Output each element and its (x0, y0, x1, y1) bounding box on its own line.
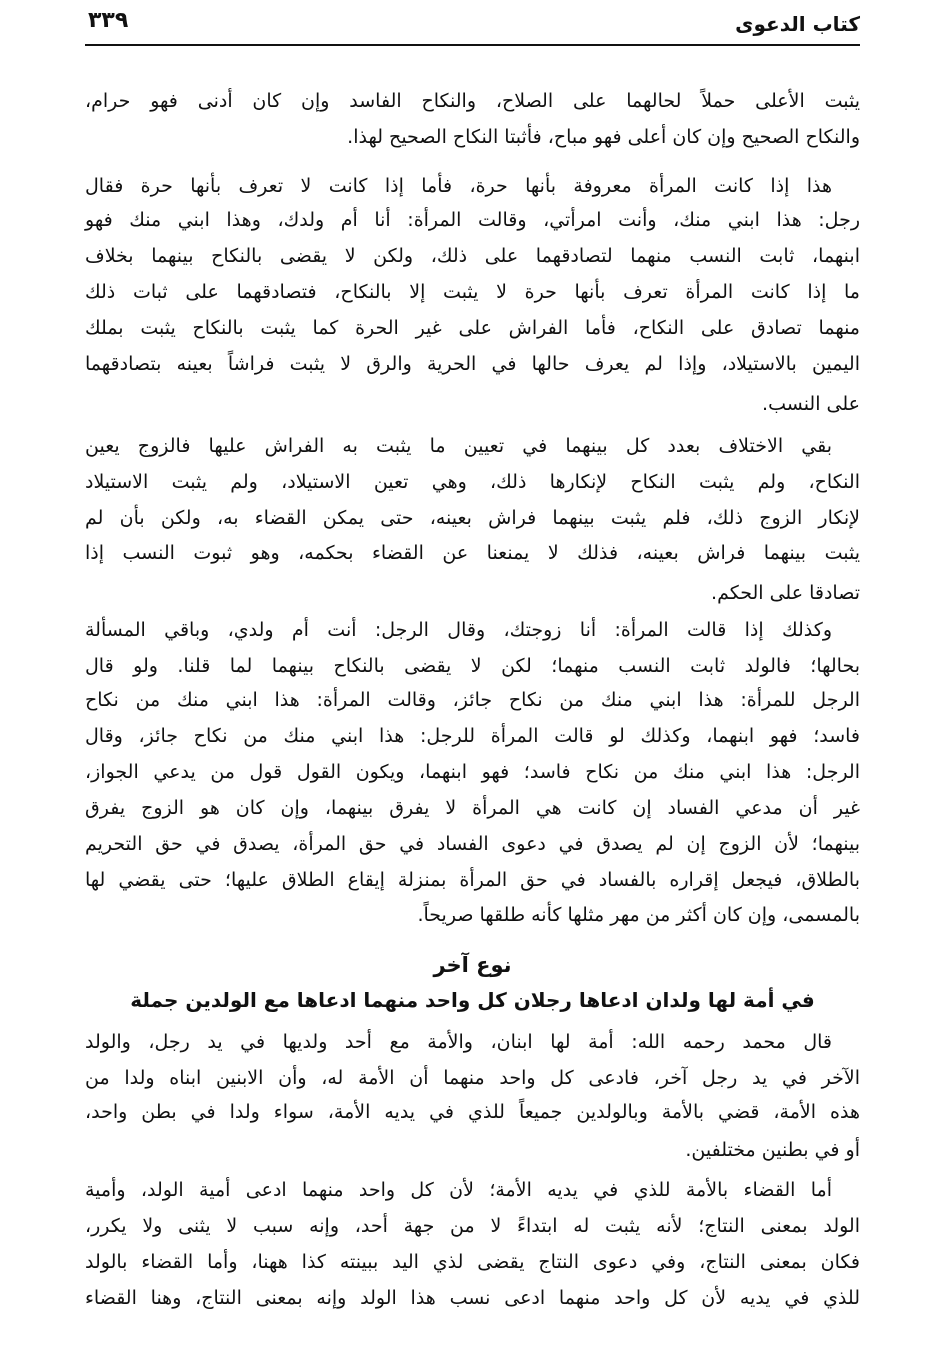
text-line: الرجل: هذا ابني منك من نكاح فاسد؛ فهو ابنهما، ويكون القول قول من يدعي الجواز، (85, 761, 860, 783)
text-line: النكاح، ولم يثبت النكاح لإنكارها ذلك، وهي تعين الاستيلاد، ولم يثبت الاستيلاد (85, 471, 860, 493)
text-line: أو في بطنين مختلفين. (685, 1139, 860, 1161)
text-line: تصادقا على الحكم. (711, 582, 860, 604)
text-line: هذه الأمة، قضي بالأمة وبالولدين جميعاً للذي في يديه الأمة، سواء ولدا في بطن واحد، (85, 1101, 860, 1123)
page-number: ٣٣٩ (88, 8, 129, 33)
text-line: بالمسمى، وإن كان أكثر من مهر مثلها كأنه طلقها صريحاً. (417, 904, 860, 926)
text-line: غير أن مدعي الفساد إن كانت هي المرأة لا يفرق بينهما، وإن كان هو الزوج يفرق (85, 797, 860, 819)
text-line: أما القضاء بالأمة للذي في يديه الأمة؛ لأن كل واحد منهما ادعى أمية الولد، وأمية (85, 1179, 832, 1201)
text-line: بقي الاختلاف بعدد كل بينهما في تعيين ما يثبت به الفراش عليها فالزوج يعين (85, 435, 832, 457)
text-line: بينهما؛ لأن الزوج إن لم يصدق في دعوى الفساد في حق المرأة، يصدق في حق التحريم (85, 833, 860, 855)
text-line: فاسد؛ فهو ابنهما، وكذلك لو قالت المرأة للرجل: هذا ابني منك من نكاح جائز، وقال (85, 725, 860, 747)
header-rule (85, 44, 860, 46)
text-line: رجل: هذا ابني منك، وأنت امرأتي، وقالت المرأة: أنا أم ولدك، وهذا ابني منك فهو (85, 209, 860, 231)
text-line: الولد بمعنى النتاج؛ لأنه يثبت له ابتداءً لا من جهة أحد، وإنه سبب لا يثنى ولا يكرر، (85, 1215, 860, 1237)
text-line: يثبت الأعلى حملاً لحالهما على الصلاح، والنكاح الفاسد وإن كان أدنى فهو حرام، (85, 90, 860, 112)
text-line: الآخر في يد رجل آخر، فادعى كل واحد منهما أن الأمة له، وأن الابنين ابناه ولدا من (85, 1067, 860, 1089)
text-line: قال محمد رحمه الله: أمة لها ابنان، والأمة مع أحد ولديها في يد رجل، والولد (85, 1031, 832, 1053)
text-line: ما إذا كانت المرأة تعرف بأنها حرة لا يثبت إلا بالنكاح، فتصادقهما على ثبات ذلك (85, 281, 860, 303)
text-line: فكان بمعنى النتاج، وفي دعوى النتاج يقضى لذي اليد ببينته كذا ههنا، وأما القضاء بالولد (85, 1251, 860, 1273)
section-subtitle: في أمة لها ولدان ادعاها رجلان كل واحد منهما ادعاها مع الولدين جملة (130, 988, 815, 1012)
section-title: نوع آخر (433, 953, 512, 977)
text-line: منهما تصادق على النكاح، فأما الفراش على غير الحرة كما يثبت بالنكاح يثبت بملك (85, 317, 860, 339)
text-line: وكذلك إذا قالت المرأة: أنا زوجتك، وقال الرجل: أنت أم ولدي، وباقي المسألة (85, 619, 832, 641)
text-line: على النسب. (762, 393, 860, 415)
text-line: بالطلاق، فيجعل إقراره بالفساد في حق المرأة بمنزلة إيقاع الطلاق عليها؛ حتى يقضي لها (85, 869, 860, 891)
text-line: يثبت بينهما فراش بعينه، فذلك لا يمنعنا عن القضاء بحكمه، وهو ثبوت النسب إذا (85, 542, 860, 564)
text-line: الرجل للمرأة: هذا ابني منك من نكاح جائز، وقالت المرأة: هذا ابني منك من نكاح (85, 689, 860, 711)
text-line: للذي في يديه لأن كل واحد منهما ادعى نسب هذا الولد وإنه بمعنى النتاج، وهنا القضاء (85, 1287, 860, 1309)
text-line: ابنهما، ثابت النسب منهما لتصادقهما على ذلك، ولكن لا يقضى بالنكاح بينهما بخلاف (85, 245, 860, 267)
text-line: اليمين بالاستيلاد، وإذا لم يعرف حالها في الحرية والرق لا يثبت فراشاً بعينه بتصادقهما (85, 353, 860, 375)
text-line: والنكاح الصحيح وإن كان أعلى فهو مباح، فأثبتا النكاح الصحيح لهذا. (347, 126, 860, 148)
text-line: لإنكار الزوج ذلك، فلم يثبت بينهما فراش بعينه، حتى يمكن القضاء به، ولكن بأن لم (85, 507, 860, 529)
text-line: هذا إذا كانت المرأة معروفة بأنها حرة، فأما إذا كانت لا تعرف بأنها حرة فقال (85, 175, 832, 197)
running-header-title: كتاب الدعوى (735, 12, 860, 36)
text-line: بحالها؛ فالولد ثابت النسب منهما؛ لكن لا يقضى بالنكاح بينهما لما قلنا. ولو قال (85, 655, 860, 677)
